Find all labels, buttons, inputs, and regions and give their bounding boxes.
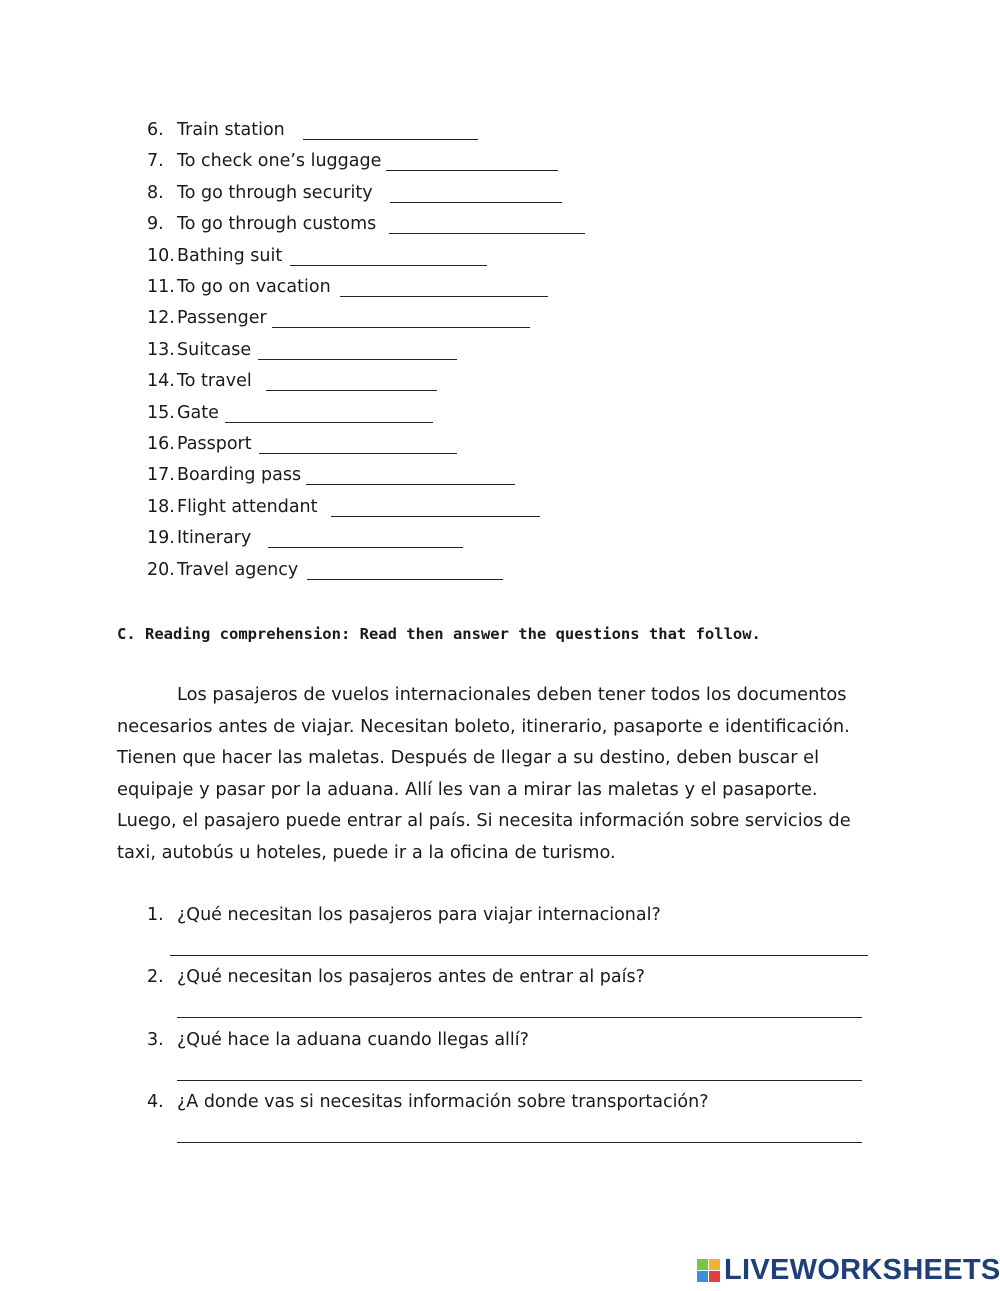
item-number: 20. xyxy=(147,559,175,580)
vocab-item xyxy=(0,403,1000,427)
answer-blank[interactable] xyxy=(306,484,515,485)
vocab-item xyxy=(0,371,1000,395)
answer-line[interactable] xyxy=(170,955,868,956)
answer-blank[interactable] xyxy=(389,233,585,234)
answer-blank[interactable] xyxy=(225,422,433,423)
answer-blank[interactable] xyxy=(307,579,503,580)
item-label: Itinerary xyxy=(177,528,252,549)
item-label: Passenger xyxy=(177,308,267,329)
question-item xyxy=(0,1030,1000,1054)
item-number: 14. xyxy=(147,371,175,392)
vocab-item xyxy=(0,434,1000,458)
item-label: Suitcase xyxy=(177,339,252,360)
answer-blank[interactable] xyxy=(268,547,463,548)
item-label: Bathing suit xyxy=(177,245,283,266)
question-text: ¿A donde vas si necesitas información sobre transportación? xyxy=(177,1091,709,1112)
question-item xyxy=(0,967,1000,991)
question-text: ¿Qué necesitan los pasajeros para viajar internacional? xyxy=(177,905,661,925)
item-label: To go through customs xyxy=(177,214,377,235)
section-c-heading: C. Reading comprehension: Read then answer the questions that follow. xyxy=(117,625,761,643)
vocab-item xyxy=(0,183,1000,207)
logo-cubes-icon xyxy=(697,1259,720,1282)
answer-blank[interactable] xyxy=(259,453,457,454)
item-label: To go through security xyxy=(177,182,373,203)
item-label: Gate xyxy=(177,402,219,423)
item-number: 9. xyxy=(147,214,164,235)
answer-blank[interactable] xyxy=(290,265,487,266)
item-number: 17. xyxy=(147,465,175,486)
question-text: ¿Qué hace la aduana cuando llegas allí? xyxy=(177,1029,529,1050)
question-number: 3. xyxy=(147,1029,164,1050)
item-number: 16. xyxy=(147,434,175,454)
item-label: Travel agency xyxy=(177,559,299,580)
answer-line[interactable] xyxy=(177,1080,862,1081)
item-label: To check one’s luggage xyxy=(177,151,382,172)
logo-text: LIVEWORKSHEETS xyxy=(724,1254,1000,1286)
vocab-item xyxy=(0,246,1000,270)
answer-blank[interactable] xyxy=(340,296,548,297)
answer-blank[interactable] xyxy=(266,390,437,391)
item-number: 8. xyxy=(147,182,164,203)
item-label: To go on vacation xyxy=(177,277,331,297)
answer-blank[interactable] xyxy=(390,202,562,203)
item-number: 19. xyxy=(147,528,175,549)
item-label: To travel xyxy=(177,371,252,392)
vocab-item xyxy=(0,465,1000,489)
answer-line[interactable] xyxy=(177,1017,862,1018)
vocab-item xyxy=(0,214,1000,238)
item-number: 6. xyxy=(147,120,164,140)
vocab-item xyxy=(0,277,1000,301)
item-number: 18. xyxy=(147,496,175,517)
vocab-item xyxy=(0,528,1000,552)
answer-blank[interactable] xyxy=(386,170,558,171)
item-number: 12. xyxy=(147,308,175,329)
vocab-item xyxy=(0,340,1000,364)
item-number: 7. xyxy=(147,151,164,172)
vocab-item xyxy=(0,497,1000,521)
question-number: 1. xyxy=(147,905,164,925)
paragraph-line: Los pasajeros de vuelos internacionales deben tener todos los documentos xyxy=(177,684,847,705)
vocab-item xyxy=(0,308,1000,332)
question-item xyxy=(0,905,1000,929)
item-number: 15. xyxy=(147,402,175,423)
item-number: 13. xyxy=(147,339,175,360)
paragraph-line: Tienen que hacer las maletas. Después de llegar a su destino, deben buscar el xyxy=(117,747,820,769)
question-text: ¿Qué necesitan los pasajeros antes de entrar al país? xyxy=(177,967,645,988)
paragraph-line: Luego, el pasajero puede entrar al país. Si necesita información sobre servicios de xyxy=(117,810,851,832)
item-label: Boarding pass xyxy=(177,465,302,486)
paragraph-line: taxi, autobús u hoteles, puede ir a la oficina de turismo. xyxy=(117,842,616,863)
question-number: 2. xyxy=(147,967,164,988)
item-number: 10. xyxy=(147,245,175,266)
answer-blank[interactable] xyxy=(331,516,540,517)
answer-blank[interactable] xyxy=(303,139,478,140)
paragraph-line: necesarios antes de viajar. Necesitan boleto, itinerario, pasaporte e identificación. xyxy=(117,715,850,737)
answer-blank[interactable] xyxy=(258,359,457,360)
item-label: Flight attendant xyxy=(177,496,318,517)
question-number: 4. xyxy=(147,1091,164,1112)
item-label: Passport xyxy=(177,434,252,454)
vocab-item xyxy=(0,560,1000,584)
vocab-item xyxy=(0,120,1000,144)
item-label: Train station xyxy=(177,120,285,140)
answer-line[interactable] xyxy=(177,1142,862,1143)
liveworksheets-logo xyxy=(697,1254,1000,1287)
vocab-item xyxy=(0,151,1000,175)
answer-blank[interactable] xyxy=(272,327,530,328)
paragraph-line: equipaje y pasar por la aduana. Allí les van a mirar las maletas y el pasaporte. xyxy=(117,778,818,800)
question-item xyxy=(0,1092,1000,1116)
item-number: 11. xyxy=(147,277,175,297)
